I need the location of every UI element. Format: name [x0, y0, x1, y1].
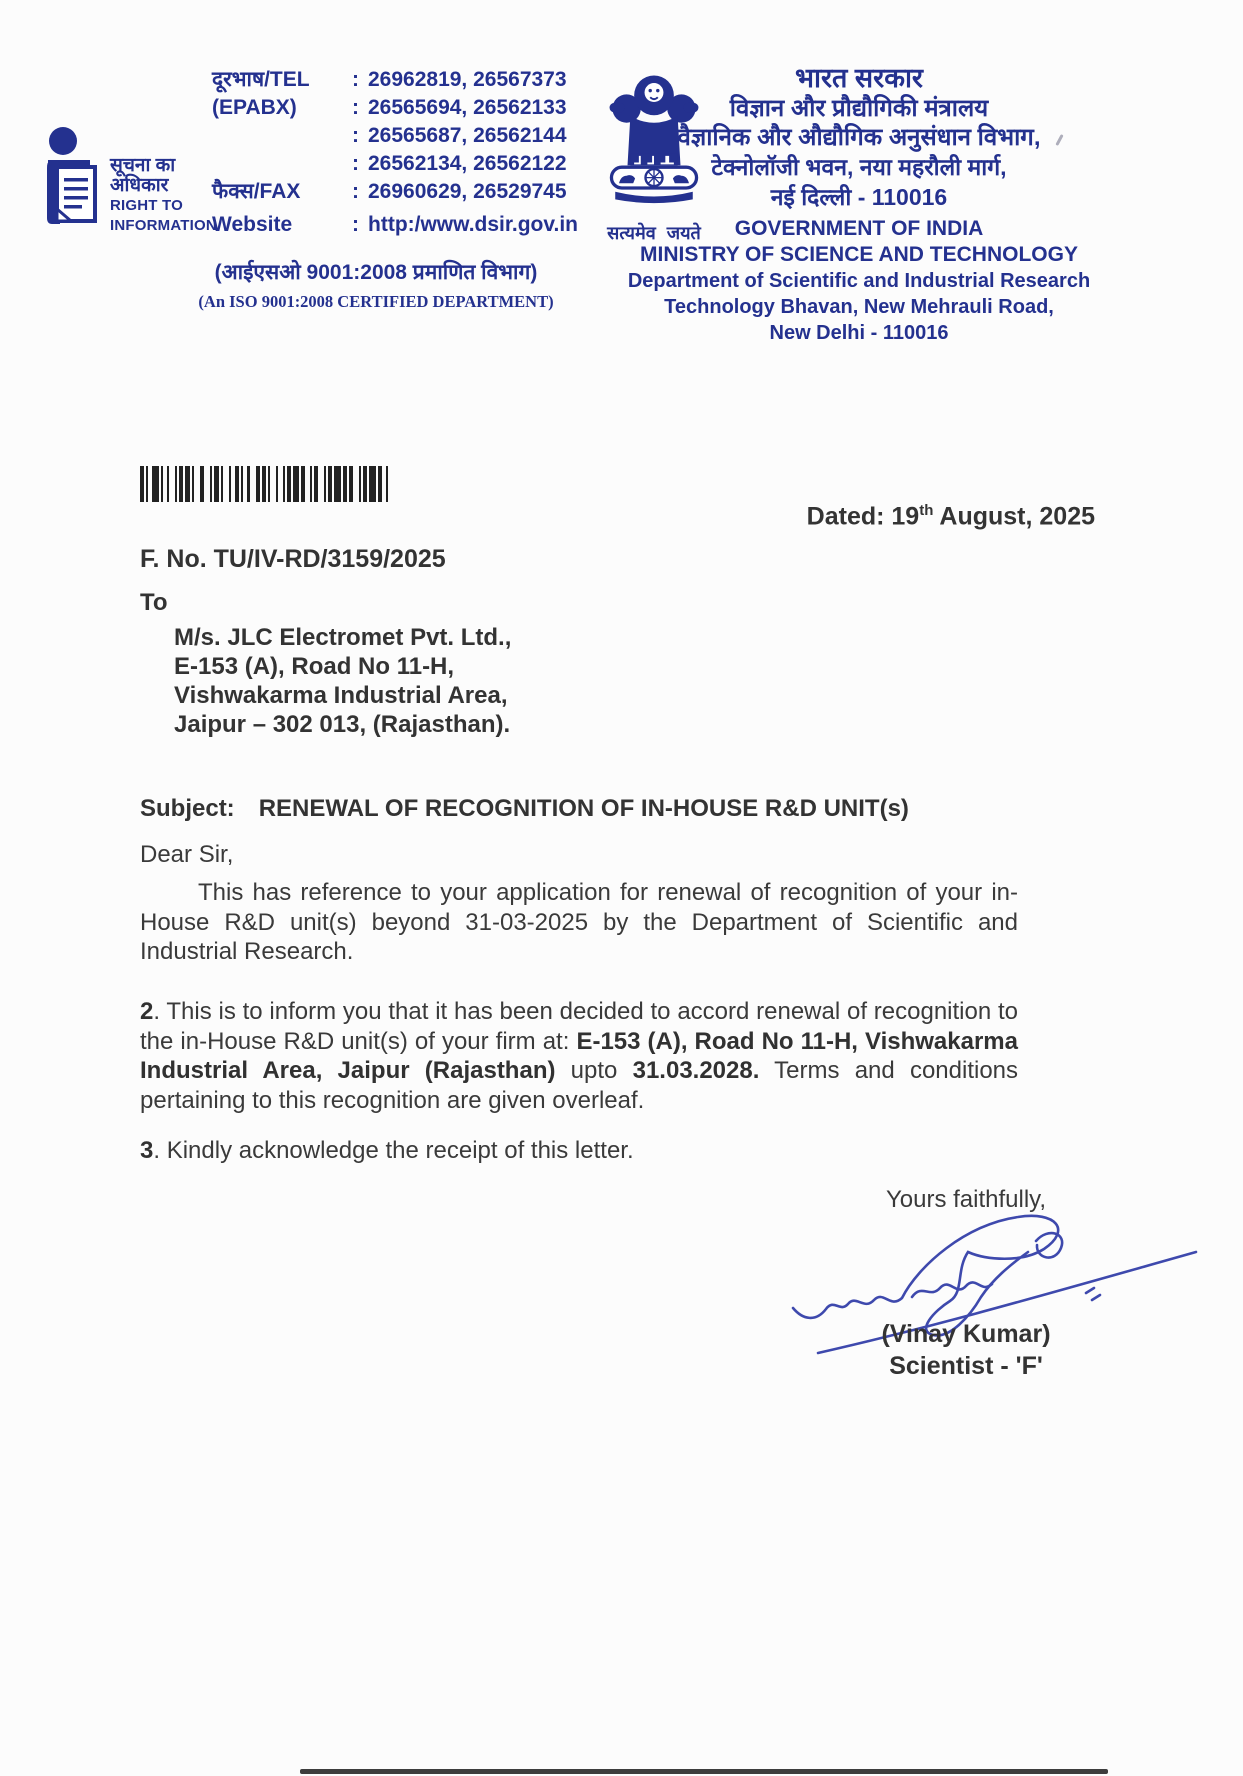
rti-caption-line: RIGHT TO	[110, 197, 183, 214]
govt-of-india-english: GOVERNMENT OF INDIA	[734, 217, 984, 240]
subject-text: RENEWAL OF RECOGNITION OF IN-HOUSE R&D UNIT(s)	[258, 795, 909, 822]
paragraph-2-text: upto	[555, 1057, 633, 1084]
rnd-unit-address-bold: E-153 (A), Road No 11-H, Vishwakarma Industrial Area, Jaipur (Rajasthan)	[140, 1027, 1018, 1084]
scan-edge-line	[300, 1769, 1108, 1774]
contact-value: 26565694, 26562133	[368, 96, 567, 119]
barcode	[140, 466, 388, 502]
paragraph-2-number: 2	[140, 998, 154, 1025]
recipient-address	[174, 623, 511, 739]
ministry-english-line: MINISTRY OF SCIENCE AND TECHNOLOGY	[640, 243, 1078, 266]
contact-label: दूरभाष/TEL	[212, 68, 310, 91]
to-label: To	[140, 589, 168, 616]
contact-value: 26962819, 26567373	[368, 68, 567, 91]
paragraph-2	[140, 997, 1018, 1115]
closing-phrase: Yours faithfully,	[885, 1186, 1047, 1213]
contact-label	[212, 150, 352, 178]
rti-caption-line: INFORMATION	[110, 217, 217, 234]
signatory-title: Scientist - 'F'	[889, 1352, 1043, 1380]
salutation: Dear Sir,	[140, 841, 234, 868]
contact-row	[212, 211, 578, 239]
contact-colon: :	[352, 152, 359, 175]
signatory-name: (Vinay Kumar)	[881, 1320, 1051, 1348]
iso-certification-hindi: (आईएसओ 9001:2008 प्रमाणित विभाग)	[214, 261, 538, 284]
ministry-header-block	[626, 62, 1092, 346]
emblem-motto: सत्यमेव जयते	[607, 223, 701, 243]
contact-value: 26562134, 26562122	[368, 152, 567, 175]
contact-row	[212, 150, 578, 178]
file-number: F. No. TU/IV-RD/3159/2025	[140, 545, 446, 573]
govt-of-india-hindi: भारत सरकार	[795, 63, 923, 93]
ministry-hindi-line: विज्ञान और प्रौद्यौगिकी मंत्रालय	[729, 95, 989, 122]
subject-line	[140, 795, 1020, 823]
contact-row	[212, 66, 578, 94]
paragraph-3	[140, 1136, 1018, 1166]
address-english-line: Technology Bhavan, New Mehrauli Road,	[664, 296, 1054, 318]
iso-certification-english: (An ISO 9001:2008 CERTIFIED DEPARTMENT)	[198, 292, 554, 311]
department-hindi-line: वैज्ञानिक और औद्यौगिक अनुसंधान विभाग,	[677, 124, 1041, 151]
contact-label: फैक्स/FAX	[212, 180, 301, 203]
contact-value: 26960629, 26529745	[368, 180, 567, 203]
city-english-line: New Delhi - 110016	[769, 322, 949, 344]
contact-label: (EPABX)	[212, 96, 297, 119]
contact-colon: :	[352, 213, 359, 236]
rti-logo-caption	[110, 156, 217, 236]
recipient-address-line: E-153 (A), Road No 11-H,	[174, 653, 455, 680]
recipient-name: M/s. JLC Electromet Pvt. Ltd.,	[174, 624, 512, 651]
contact-colon: :	[352, 180, 359, 203]
rti-caption-line: अधिकार	[110, 175, 169, 196]
contact-value: 26565687, 26562144	[368, 124, 567, 147]
paragraph-3-number: 3	[140, 1137, 154, 1164]
rti-caption-line: सूचना का	[110, 155, 176, 176]
date-text: Dated: 19	[806, 502, 920, 531]
contact-label: Website	[212, 213, 293, 236]
paragraph-2-text: Terms and conditions pertaining to this recognition are given overleaf.	[140, 1057, 1019, 1114]
contact-colon: :	[352, 96, 359, 119]
address-hindi-line: टेक्नोलॉजी भवन, नया महरौली मार्ग,	[711, 154, 1007, 180]
rti-logo-block	[46, 126, 217, 236]
recipient-address-line: Jaipur – 302 013, (Rajasthan).	[174, 711, 511, 738]
paragraph-2-text: . This is to inform you that it has been decided to accord renewal of recognition to the in-House R&D unit(s) of your firm at:	[140, 998, 1018, 1055]
rti-person-document-icon	[46, 126, 100, 230]
contact-colon: :	[352, 68, 359, 91]
contact-row	[212, 122, 578, 150]
contact-value: http:/www.dsir.gov.in	[368, 213, 578, 236]
barcode-bar	[386, 466, 388, 502]
subject-label: Subject:	[140, 795, 235, 822]
recipient-address-line: Vishwakarma Industrial Area,	[174, 682, 508, 709]
validity-date-bold: 31.03.2028.	[632, 1057, 760, 1084]
contact-colon: :	[352, 124, 359, 147]
date-ordinal-suffix: th	[919, 502, 934, 519]
department-english-line: Department of Scientific and Industrial Research	[627, 270, 1091, 292]
letter-date	[807, 502, 1095, 531]
contact-row	[212, 178, 578, 206]
contact-row	[212, 94, 578, 122]
city-hindi-line: नई दिल्ली - 110016	[770, 184, 948, 210]
contact-label	[212, 122, 352, 150]
date-text: August, 2025	[933, 502, 1095, 531]
paragraph-3-text: . Kindly acknowledge the receipt of this letter.	[153, 1137, 634, 1164]
paragraph-1: This has reference to your application for renewal of recognition of your in-House R&D unit(s) beyond 31-03-2025 by the Department of Scientific and Industrial Research.	[140, 879, 1018, 965]
contact-block	[212, 66, 578, 239]
